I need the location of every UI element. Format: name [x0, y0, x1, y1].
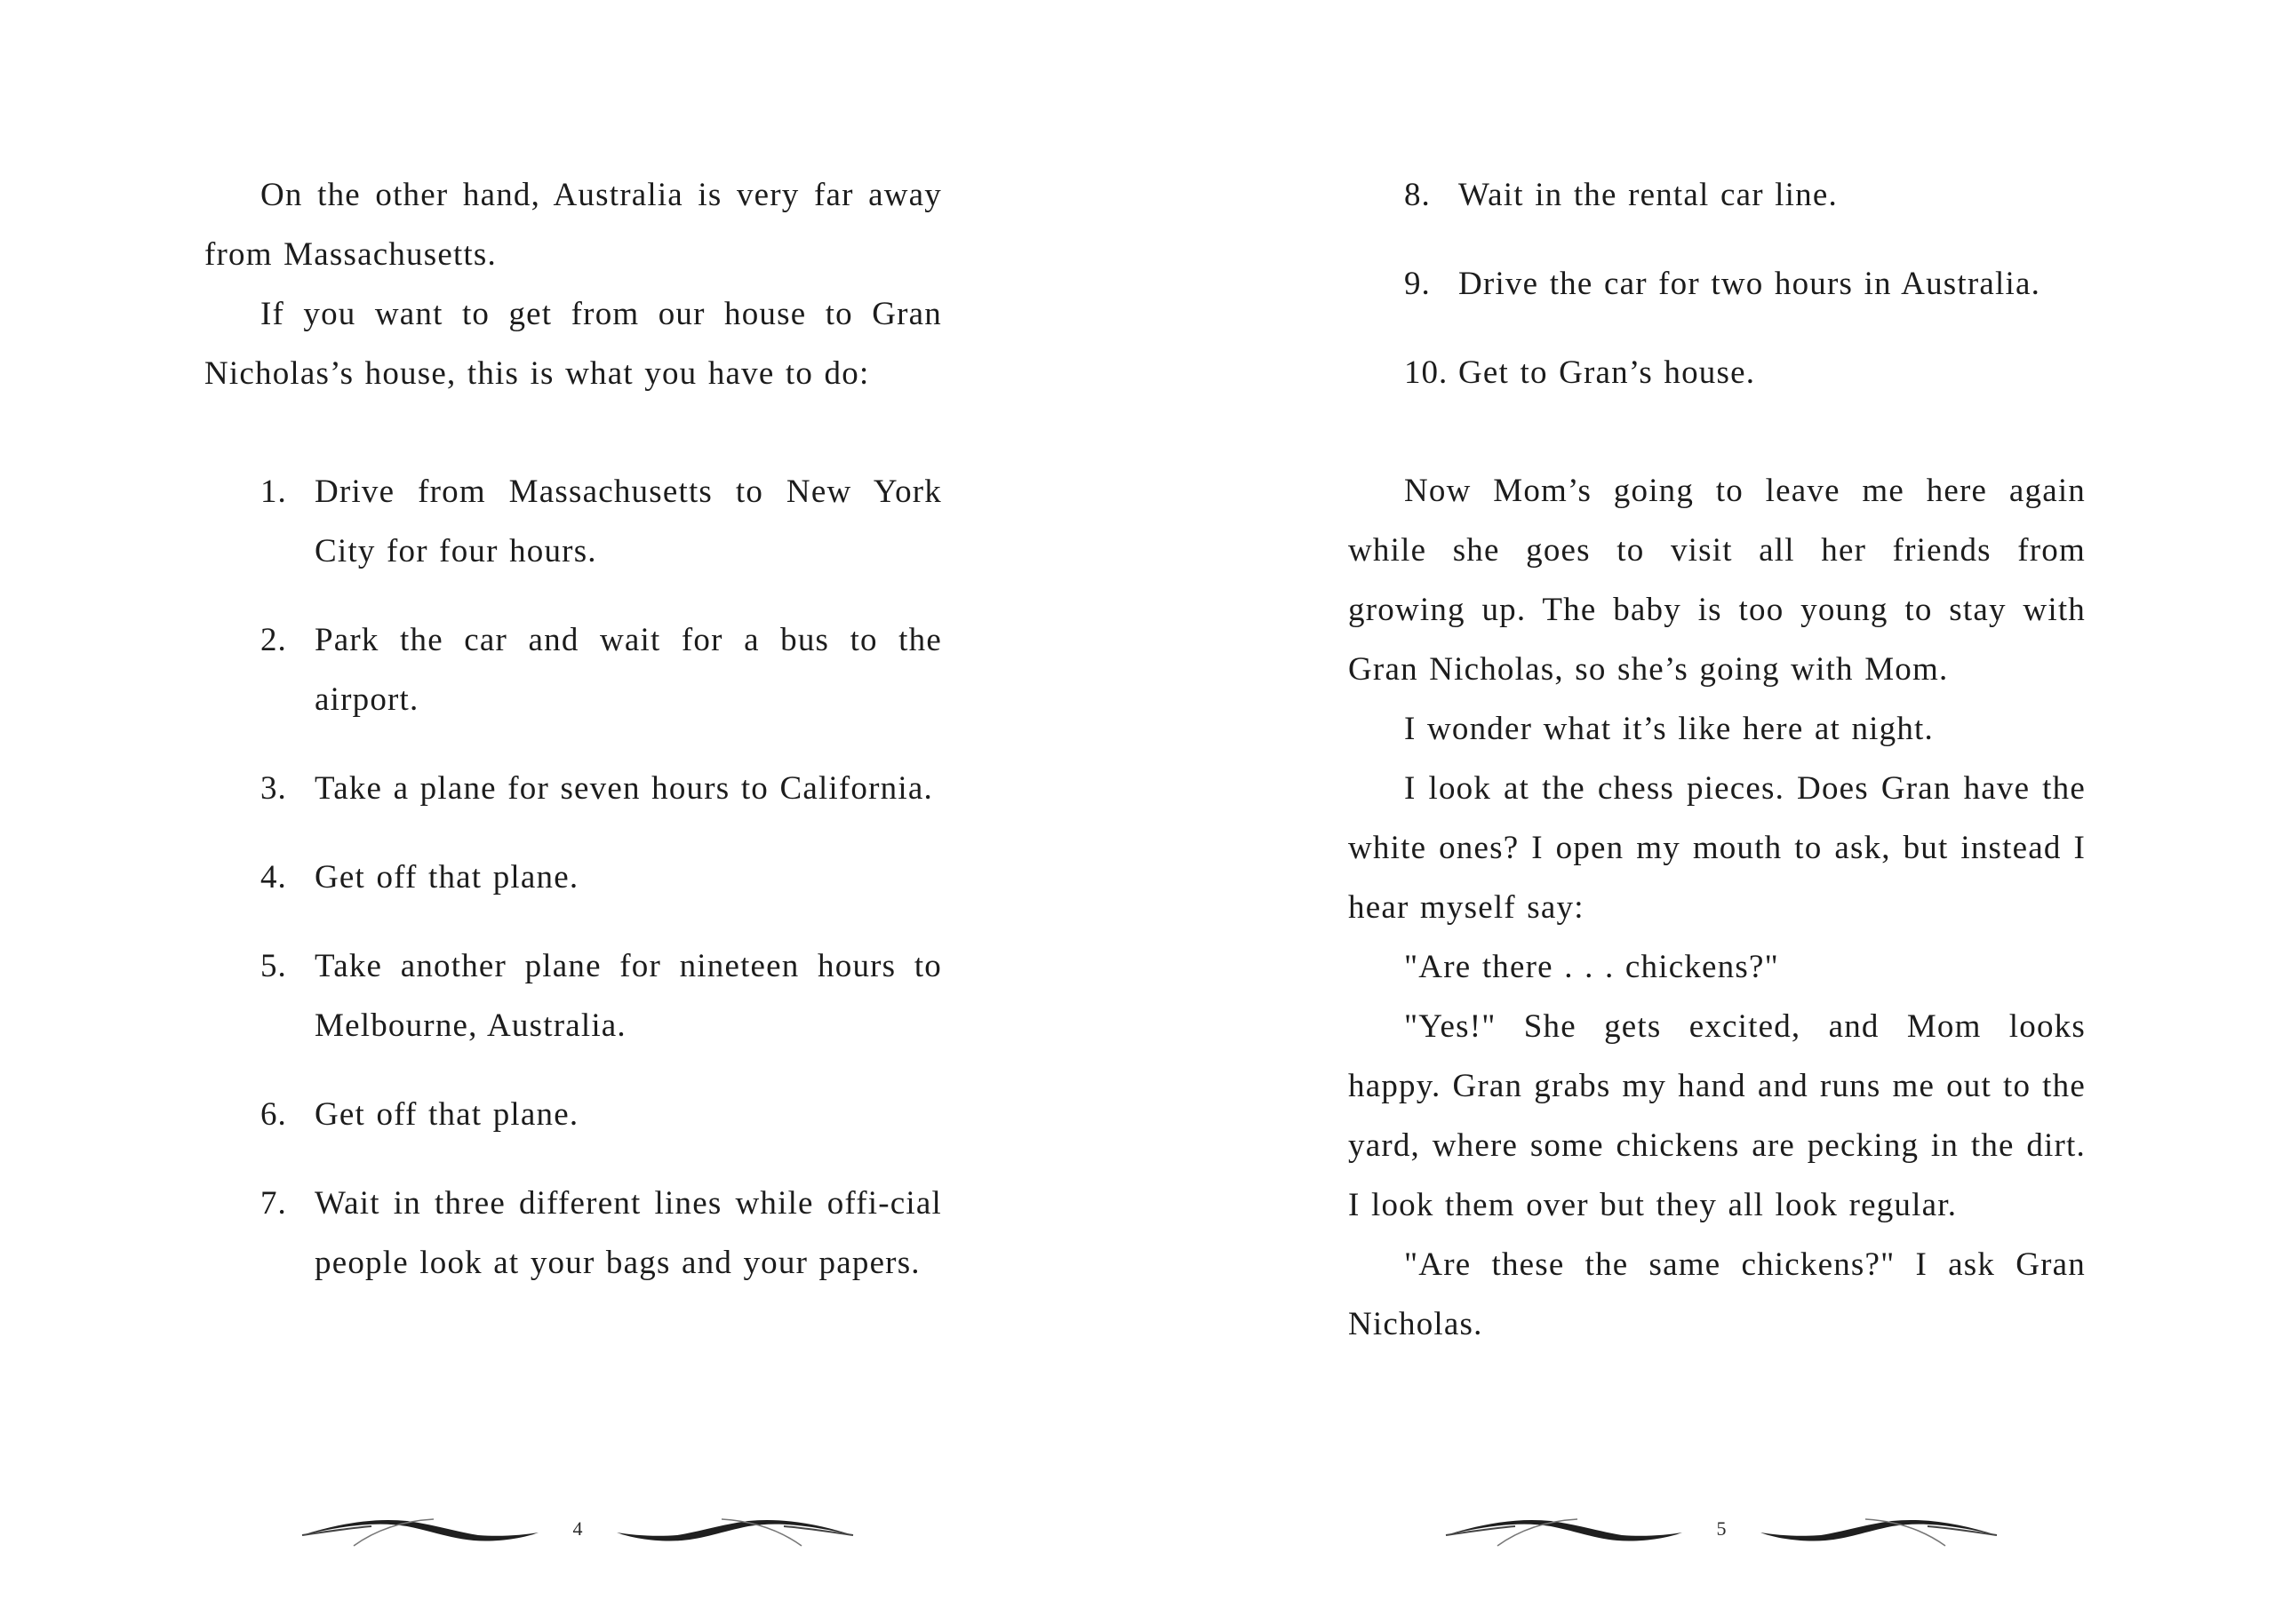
paragraph: "Are there . . . chickens?" — [1404, 949, 1779, 985]
list-item — [204, 848, 942, 907]
step-number: 3. — [260, 770, 287, 807]
step-number: 8. — [1404, 177, 1431, 213]
paragraph: I look at the chess pieces. Does Gran have the white ones? I open my mouth to ask, but instead I hear myself say: — [1348, 770, 2086, 926]
step-number: 5. — [260, 948, 287, 984]
paragraph: I wonder what it’s like here at night. — [1404, 711, 1934, 747]
step-text: Get off that plane. — [315, 1096, 579, 1133]
right-page — [1348, 0, 2086, 1624]
travel-steps-list — [204, 462, 942, 1293]
paragraph: "Are these the same chickens?" I ask Gran Nicholas. — [1348, 1246, 2086, 1342]
step-number: 10. — [1404, 354, 1449, 391]
brushstroke-flourish-icon — [1759, 1501, 1999, 1555]
travel-steps-list — [1348, 165, 2086, 402]
step-text: Drive from Massachusetts to New York City for four hours. — [315, 474, 942, 569]
step-text: Drive the car for two hours in Australia. — [1458, 266, 2041, 302]
list-item — [204, 462, 942, 581]
left-page-text — [204, 165, 942, 1293]
right-page-text — [1348, 165, 2086, 1354]
step-text: Take a plane for seven hours to California. — [315, 770, 933, 807]
list-item — [1348, 343, 2086, 402]
paragraph: If you want to get from our house to Gran Nicholas’s house, this is what you have to do: — [204, 296, 942, 392]
page-number: 5 — [1716, 1517, 1727, 1540]
page-footer — [204, 1501, 942, 1555]
step-number: 9. — [1404, 266, 1431, 302]
step-number: 1. — [260, 474, 287, 510]
paragraph: Now Mom’s going to leave me here again while she goes to visit all her friends from growing up. The baby is too young to stay with Gran Nicholas, so she’s going with Mom. — [1348, 473, 2086, 688]
left-page — [204, 0, 942, 1624]
brushstroke-flourish-icon — [1444, 1501, 1684, 1555]
step-number: 7. — [260, 1185, 287, 1222]
list-item — [204, 1174, 942, 1293]
step-text: Park the car and wait for a bus to the airport. — [315, 622, 942, 718]
paragraph: "Yes!" She gets excited, and Mom looks happy. Gran grabs my hand and runs me out to the yard, where some chickens are pecking in the dirt. I look them over but they all look regular. — [1348, 1008, 2086, 1223]
step-text: Take another plane for nineteen hours to Melbourne, Australia. — [315, 948, 942, 1044]
list-item — [204, 1085, 942, 1144]
page-number: 4 — [572, 1517, 583, 1540]
step-number: 4. — [260, 859, 287, 896]
step-number: 6. — [260, 1096, 287, 1133]
brushstroke-flourish-icon — [300, 1501, 540, 1555]
list-item — [204, 759, 942, 818]
list-item — [204, 936, 942, 1055]
list-item — [1348, 254, 2086, 314]
step-number: 2. — [260, 622, 287, 658]
step-text: Get to Gran’s house. — [1458, 354, 1756, 391]
brushstroke-flourish-icon — [615, 1501, 855, 1555]
step-text: Wait in three different lines while offi-cial people look at your bags and your papers. — [315, 1185, 942, 1281]
page-footer — [1348, 1501, 2086, 1555]
list-item — [1348, 165, 2086, 225]
list-item — [204, 610, 942, 729]
step-text: Get off that plane. — [315, 859, 579, 896]
step-text: Wait in the rental car line. — [1458, 177, 1838, 213]
paragraph: On the other hand, Australia is very far away from Massachusetts. — [204, 177, 942, 273]
